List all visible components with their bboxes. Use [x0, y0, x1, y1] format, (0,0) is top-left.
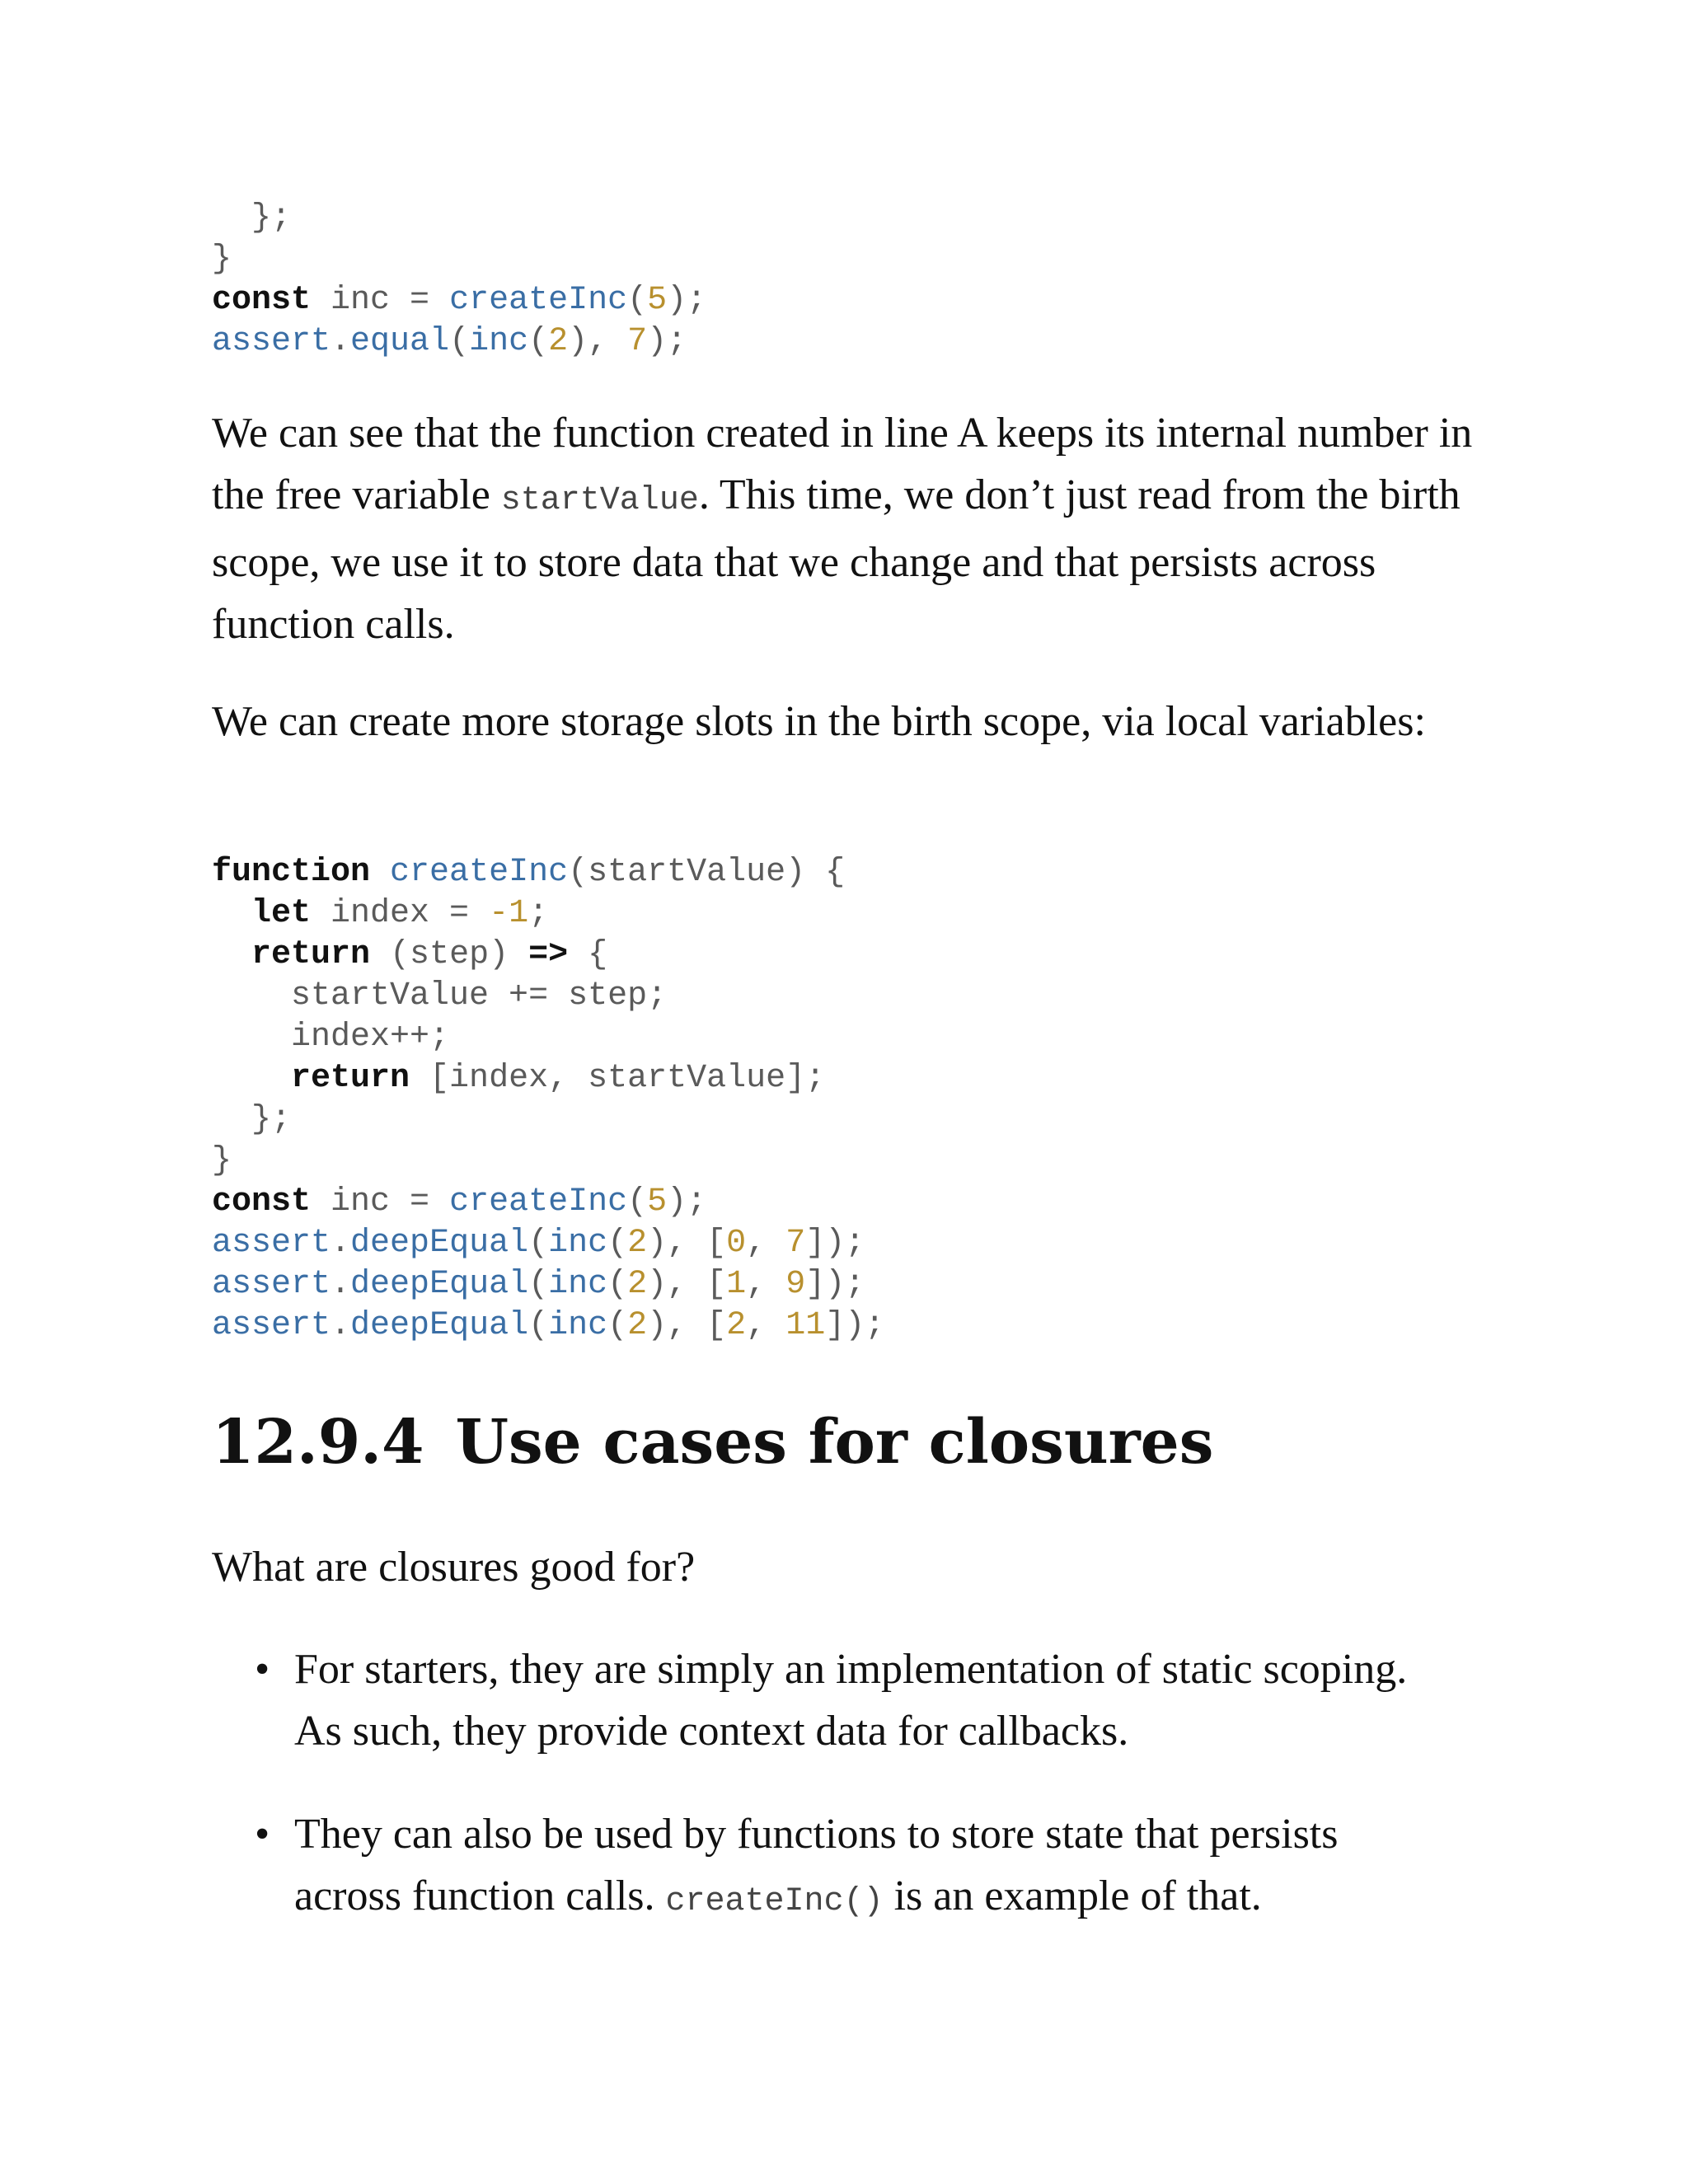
- code-token: (: [627, 282, 648, 319]
- list-item-text-part: is an example of that.: [883, 1872, 1262, 1919]
- code-token: const: [212, 1183, 312, 1221]
- code-token: startValue += step;: [212, 977, 668, 1015]
- code-token: );: [667, 282, 707, 319]
- code-token: 2: [627, 1225, 648, 1262]
- paragraph-text: . This time, we don’t just read from the birth scope, we use it to store data that we change and that persists across function calls.: [212, 471, 1461, 648]
- code-token: 2: [627, 1307, 648, 1344]
- code-token: ]);: [825, 1307, 885, 1344]
- code-token: [index, startValue];: [410, 1060, 826, 1097]
- code-token: index =: [311, 895, 490, 932]
- paragraph-text: We can see that the function created in line A keeps its internal number in the free variable: [212, 410, 1473, 518]
- code-token: 5: [647, 282, 668, 319]
- code-token: 11: [785, 1307, 826, 1344]
- code-token: ;: [528, 895, 549, 932]
- code-token: inc: [548, 1307, 608, 1344]
- list-item-text-part: For starters, they are simply an implementation of static scoping. As such, they provide context data for callbacks.: [294, 1646, 1408, 1755]
- code-token: (step): [370, 936, 529, 973]
- code-token: return: [291, 1060, 410, 1097]
- code-token: );: [667, 1183, 707, 1221]
- code-token: deepEqual: [350, 1266, 529, 1303]
- code-token: ]);: [805, 1225, 865, 1262]
- code-token: assert: [212, 1225, 331, 1262]
- code-token: [212, 936, 251, 973]
- code-token: 2: [548, 323, 569, 360]
- paragraph-text: What are closures good for?: [212, 1544, 696, 1591]
- code-token: createInc: [449, 282, 628, 319]
- code-token: (: [449, 323, 470, 360]
- code-token: (: [528, 1225, 549, 1262]
- bullet-icon: •: [255, 1646, 270, 1693]
- code-line: [212, 976, 884, 1017]
- code-token: 9: [785, 1266, 806, 1303]
- code-line: [212, 1058, 884, 1099]
- code-token: equal: [350, 323, 450, 360]
- code-token: =>: [528, 936, 569, 973]
- code-token: (: [528, 323, 549, 360]
- code-block-storage-slots-example: [212, 852, 884, 1347]
- code-token: 2: [726, 1307, 747, 1344]
- code-token: 2: [627, 1266, 648, 1303]
- code-token: ), [: [647, 1307, 727, 1344]
- section-number: 12.9.4: [212, 1407, 424, 1478]
- inline-code-createinc: createInc(): [665, 1883, 884, 1920]
- code-token: return: [251, 936, 371, 973]
- code-token: deepEqual: [350, 1225, 529, 1262]
- paragraph-question: [212, 1536, 1481, 1598]
- code-token: (: [607, 1225, 628, 1262]
- code-token: const: [212, 282, 312, 319]
- list-item: [212, 1638, 1481, 1762]
- code-token: {: [568, 936, 608, 973]
- code-token: createInc: [449, 1183, 628, 1221]
- code-token: deepEqual: [350, 1307, 529, 1344]
- code-line: [212, 893, 884, 935]
- code-token: }: [212, 1142, 232, 1179]
- code-token: inc: [548, 1266, 608, 1303]
- code-token: (: [607, 1307, 628, 1344]
- code-token: ,: [746, 1266, 786, 1303]
- code-token: let: [251, 895, 312, 932]
- code-token: ), [: [647, 1266, 727, 1303]
- list-item-text: [294, 1803, 1448, 1933]
- code-token: assert: [212, 1266, 331, 1303]
- code-token: .: [331, 1225, 351, 1262]
- code-line: [212, 935, 884, 976]
- code-token: ]);: [805, 1266, 865, 1303]
- code-token: -1: [489, 895, 529, 932]
- code-token: (: [528, 1266, 549, 1303]
- code-token: function: [212, 854, 371, 891]
- code-token: .: [331, 323, 351, 360]
- code-token: 5: [647, 1183, 668, 1221]
- code-token: (: [607, 1266, 628, 1303]
- code-token: index++;: [212, 1019, 450, 1056]
- list-item-text-part: They can also be used by functions to store state that persists across function calls.: [294, 1811, 1339, 1919]
- code-line: [212, 1017, 884, 1058]
- code-token: (startValue) {: [568, 854, 846, 891]
- code-token: };: [212, 199, 292, 237]
- code-token: inc: [548, 1225, 608, 1262]
- code-token: (: [627, 1183, 648, 1221]
- code-token: ,: [746, 1225, 786, 1262]
- code-block-closure-example: [212, 198, 706, 363]
- code-line: [212, 321, 706, 363]
- code-line: [212, 1099, 884, 1141]
- code-token: 0: [726, 1225, 747, 1262]
- code-token: [212, 895, 251, 932]
- code-token: 7: [785, 1225, 806, 1262]
- code-token: );: [647, 323, 687, 360]
- code-token: ),: [568, 323, 628, 360]
- code-token: [370, 854, 390, 891]
- paragraph-storage-slots: [212, 691, 1481, 752]
- list-item: [212, 1803, 1481, 1933]
- code-token: assert: [212, 323, 331, 360]
- code-token: [212, 1060, 291, 1097]
- code-line: [212, 1223, 884, 1264]
- code-token: ), [: [647, 1225, 727, 1262]
- list-item-text: [294, 1638, 1448, 1762]
- code-token: inc: [469, 323, 529, 360]
- code-token: .: [331, 1307, 351, 1344]
- code-line: [212, 1305, 884, 1347]
- code-token: assert: [212, 1307, 331, 1344]
- code-line: [212, 1182, 884, 1223]
- code-line: [212, 280, 706, 321]
- code-line: [212, 852, 884, 893]
- section-title: Use cases for closures: [455, 1407, 1214, 1478]
- section-heading: [212, 1405, 1213, 1479]
- code-token: };: [212, 1101, 292, 1138]
- code-token: }: [212, 241, 232, 278]
- paragraph-free-variable: [212, 402, 1481, 655]
- code-line: [212, 198, 706, 239]
- inline-code-startvalue: startValue: [500, 482, 699, 519]
- code-token: .: [331, 1266, 351, 1303]
- bullet-icon: •: [255, 1811, 270, 1858]
- code-line: [212, 1264, 884, 1305]
- code-line: [212, 239, 706, 280]
- code-token: inc =: [311, 282, 450, 319]
- code-line: [212, 1141, 884, 1182]
- code-token: 7: [627, 323, 648, 360]
- code-token: ,: [746, 1307, 786, 1344]
- code-token: 1: [726, 1266, 747, 1303]
- code-token: inc =: [311, 1183, 450, 1221]
- code-token: (: [528, 1307, 549, 1344]
- code-token: createInc: [390, 854, 569, 891]
- paragraph-text: We can create more storage slots in the birth scope, via local variables:: [212, 698, 1426, 745]
